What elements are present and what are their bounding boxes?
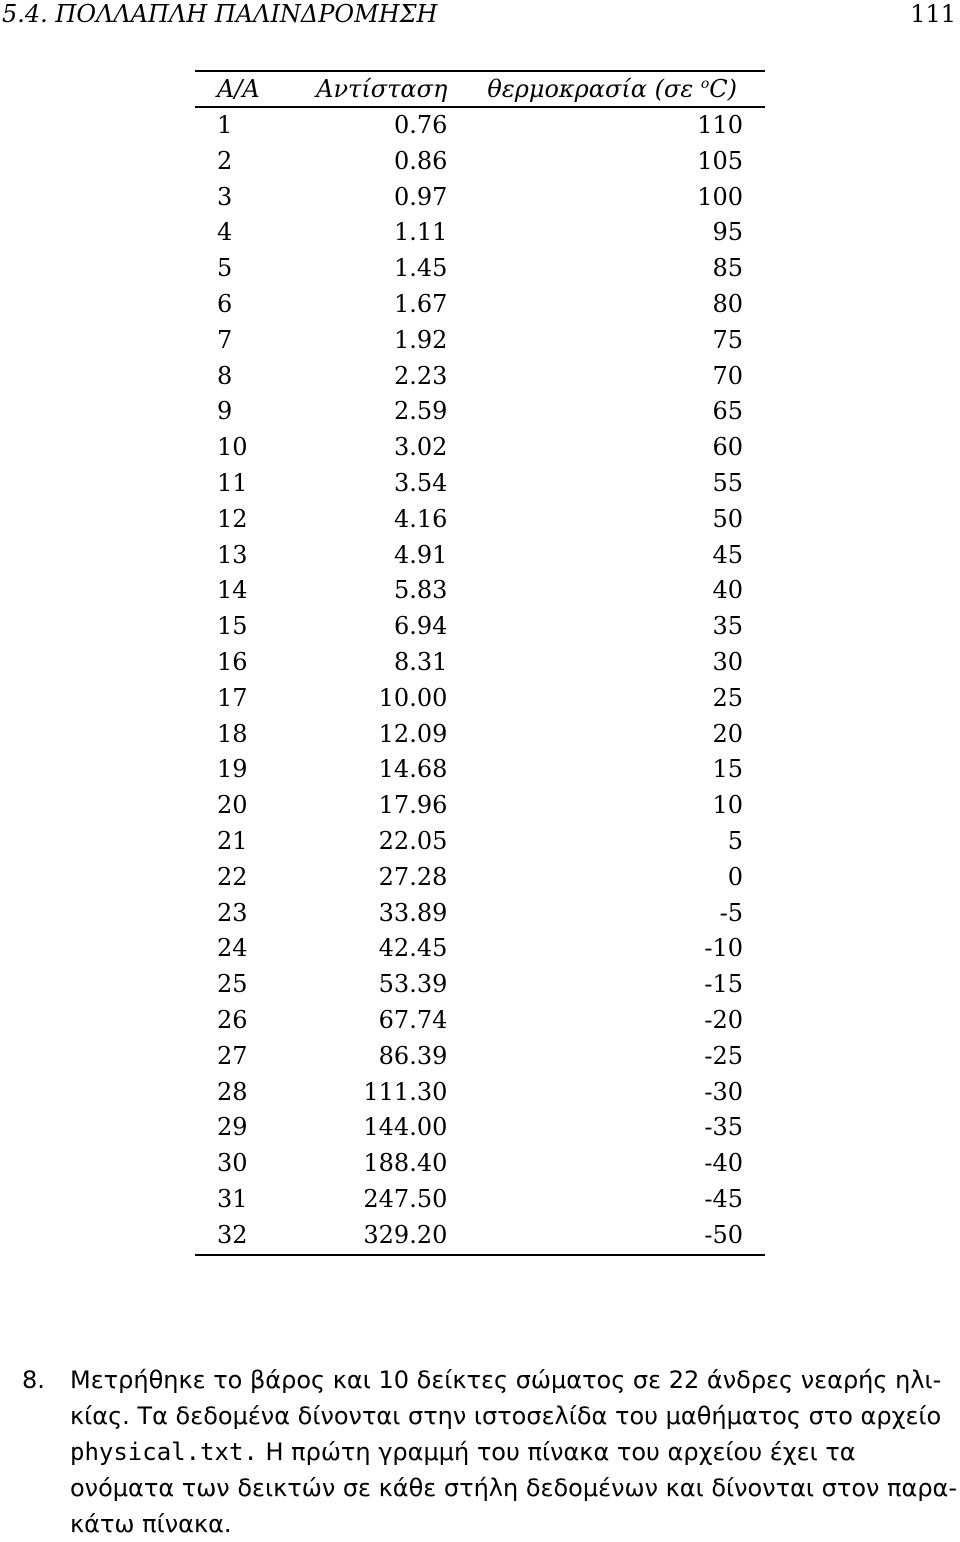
cell-index: 28 [217,1077,248,1106]
cell-temperature: -50 [447,1218,765,1255]
cell-index: 18 [217,719,248,748]
table-row [195,287,765,323]
cell-index: 9 [217,397,233,426]
table-row [195,359,765,395]
cell-temperature: 110 [697,111,743,139]
running-header [0,0,960,30]
table-row [195,1218,765,1255]
column-header-resistance: Αντίσταση [297,71,447,107]
cell-temperature: 40 [712,576,743,605]
cell-resistance: 1.92 [393,325,448,354]
cell-temperature: -20 [704,1005,743,1034]
resistance-temperature-table [195,70,765,1256]
cell-index: 6 [217,289,233,318]
cell-index: 1 [217,111,233,139]
cell-resistance: 42.45 [378,934,448,963]
cell-temperature: 0 [727,862,743,891]
cell-temperature: 65 [712,397,743,426]
cell-index: 8 [217,361,233,390]
table-row [195,215,765,251]
cell-resistance: 53.39 [378,970,448,999]
cell-index: 16 [217,647,248,676]
table-row [195,251,765,287]
cell-temperature: -25 [704,1041,743,1070]
table-row [195,323,765,359]
cell-resistance: 27.28 [378,862,448,891]
cell-temperature: 30 [712,647,743,676]
cell-resistance: 8.31 [393,647,448,676]
table-row [195,430,765,466]
cell-resistance: 0.97 [393,182,448,211]
table-row [195,896,765,932]
exercise-line-4: ονόματα των δεικτών σε κάθε στήλη δεδομένων και δίνονται στον παρα- [70,1474,958,1502]
cell-index: 12 [217,504,248,533]
cell-resistance: 111.30 [363,1077,448,1106]
cell-temperature: 35 [712,612,743,641]
cell-resistance: 0.86 [393,146,448,175]
cell-resistance: 5.83 [393,576,448,605]
cell-index: 13 [217,540,248,569]
cell-index: 32 [195,1218,297,1255]
table-row [195,752,765,788]
cell-index: 17 [217,683,248,712]
column-header-temperature [447,71,765,107]
page-number: 111 [910,0,956,28]
cell-temperature: 95 [712,218,743,247]
cell-resistance: 4.91 [393,540,448,569]
exercise-line-3 [22,1434,960,1470]
table-row [195,466,765,502]
table-row [195,573,765,609]
cell-resistance: 0.76 [393,111,448,139]
cell-temperature: -15 [704,970,743,999]
cell-temperature: 70 [712,361,743,390]
cell-index: 26 [217,1005,248,1034]
cell-index: 5 [217,254,233,283]
exercise-line-2: κίας. Τα δεδομένα δίνονται στην ιστοσελίδα του μαθήματος στο αρχείο [70,1402,942,1430]
degree-superscript: o [700,76,710,92]
table-row [195,1039,765,1075]
cell-index: 25 [217,970,248,999]
cell-index: 21 [217,826,248,855]
cell-resistance: 329.20 [297,1218,447,1255]
cell-temperature: 5 [727,826,743,855]
cell-index: 15 [217,612,248,641]
table-header-row [195,71,765,107]
cell-resistance: 67.74 [378,1005,448,1034]
table-row [195,860,765,896]
cell-index: 20 [217,791,248,820]
exercise-number: 8. [22,1366,45,1394]
cell-index: 19 [217,755,248,784]
table-row [195,1110,765,1146]
data-filename: physical.txt. [70,1438,258,1466]
table-row [195,144,765,180]
cell-index: 7 [217,325,233,354]
cell-resistance: 86.39 [378,1041,448,1070]
cell-temperature: 20 [712,719,743,748]
cell-index: 2 [217,146,233,175]
cell-resistance: 247.50 [363,1184,448,1213]
cell-resistance: 12.09 [378,719,448,748]
cell-index: 10 [217,433,248,462]
temperature-header-suffix: C) [709,75,737,103]
table-row [195,681,765,717]
cell-temperature: 100 [697,182,743,211]
cell-temperature: 10 [712,791,743,820]
cell-resistance: 33.89 [378,898,448,927]
cell-resistance: 3.02 [393,433,448,462]
cell-temperature: 45 [712,540,743,569]
table-body [195,107,765,1255]
table-row [195,609,765,645]
table-row [195,967,765,1003]
cell-index: 3 [217,182,233,211]
cell-resistance: 10.00 [378,683,448,712]
cell-temperature: -5 [719,898,743,927]
cell-index: 14 [217,576,248,605]
cell-index: 24 [217,934,248,963]
table-row [195,645,765,681]
cell-temperature: -40 [704,1149,743,1178]
table-row [195,788,765,824]
cell-resistance: 1.45 [393,254,448,283]
cell-temperature: 75 [712,325,743,354]
cell-temperature: 55 [712,468,743,497]
table-row [195,824,765,860]
exercise-8 [22,1362,960,1542]
cell-temperature: -10 [704,934,743,963]
section-title: 5.4. ΠΟΛΛΑΠΛΗ ΠΑΛΙΝΔΡΟΜΗΣΗ [2,0,438,28]
cell-temperature: 25 [712,683,743,712]
exercise-line-5: κάτω πίνακα. [70,1510,232,1538]
cell-resistance: 22.05 [378,826,448,855]
column-header-index: A/A [195,71,297,107]
cell-index: 11 [217,468,248,497]
table-row [195,1003,765,1039]
cell-resistance: 6.94 [393,612,448,641]
cell-temperature: 105 [697,146,743,175]
cell-resistance: 17.96 [378,791,448,820]
cell-index: 29 [217,1113,248,1142]
table-row [195,931,765,967]
cell-resistance: 1.11 [393,218,448,247]
cell-index: 27 [217,1041,248,1070]
cell-resistance: 2.23 [393,361,448,390]
table-row [195,1182,765,1218]
table-row [195,502,765,538]
cell-resistance: 14.68 [378,755,448,784]
cell-resistance: 188.40 [363,1149,448,1178]
cell-resistance: 1.67 [393,289,448,318]
cell-index: 30 [217,1149,248,1178]
exercise-text-1: Μετρήθηκε το βάρος και 10 δείκτες σώματος σε 22 άνδρες νεαρής ηλι- [70,1366,942,1394]
cell-temperature: 50 [712,504,743,533]
cell-temperature: 80 [712,289,743,318]
table-row [195,717,765,753]
cell-temperature: -45 [704,1184,743,1213]
cell-temperature: 60 [712,433,743,462]
cell-resistance: 2.59 [393,397,448,426]
cell-index: 22 [217,862,248,891]
table-row [195,1146,765,1182]
cell-temperature: 15 [712,755,743,784]
cell-resistance: 144.00 [363,1113,448,1142]
cell-index: 31 [217,1184,248,1213]
cell-resistance: 4.16 [393,504,448,533]
cell-resistance: 3.54 [393,468,448,497]
table-row [195,538,765,574]
cell-index: 4 [217,218,233,247]
table-row [195,180,765,216]
table-row [195,107,765,144]
cell-index: 23 [217,898,248,927]
temperature-header-prefix: θερμοκρασία (σε [487,75,701,103]
cell-temperature: -35 [704,1113,743,1142]
cell-temperature: 85 [712,254,743,283]
table-row [195,394,765,430]
cell-temperature: -30 [704,1077,743,1106]
exercise-text-3: Η πρώτη γραμμή του πίνακα του αρχείου έχει τα [257,1438,856,1466]
exercise-line-1 [22,1362,960,1398]
table-row [195,1075,765,1111]
